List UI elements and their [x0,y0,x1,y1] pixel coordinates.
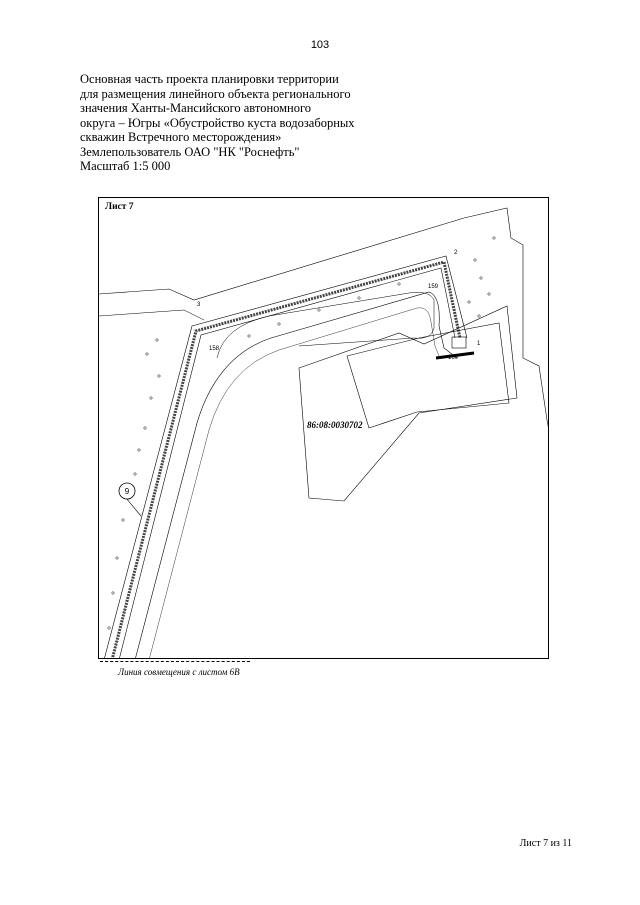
parallel-line [149,308,439,659]
header-line: Землепользователь ОАО "НК "Роснефть" [80,144,300,159]
map-sheet [98,197,549,659]
scale-line: Масштаб 1:5 000 [80,159,171,173]
road-corridor [112,262,460,659]
boundary-line [99,310,204,320]
callout-line [126,498,141,516]
match-line-caption: Линия совмещения с листом 6В [118,667,240,677]
callout-number: 9 [124,487,130,496]
road-outer [104,256,467,659]
project-header [80,72,380,174]
parcel-outline [299,306,517,501]
point-label-2: 2 [454,250,458,256]
sheet-counter: Лист 7 из 11 [519,838,572,849]
point-label-159: 159 [428,284,439,290]
header-line: значения Ханты-Мансийского автономного [80,101,312,115]
header-line: скважин Встречного месторождения» [80,130,282,144]
road-inner [119,268,455,659]
point-label-160: 160 [448,355,459,361]
page-number: 103 [310,39,330,51]
parallel-line [135,292,457,659]
header-line: Основная часть проекта планировки территории [80,72,339,86]
point-label-158: 158 [209,346,220,352]
header-line: округа – Югры «Обустройство куста водозаборных [80,115,355,130]
sheet-title: Лист 7 [105,202,134,212]
point-label-3: 3 [197,302,201,308]
land-boundary [99,208,549,436]
point-label-1: 1 [477,341,481,347]
header-line: для размещения линейного объекта регионального [80,86,351,101]
site-marker [452,337,466,348]
planning-map [99,198,549,659]
cadastral-number: 86:08:0030702 [307,420,363,430]
match-line [100,661,250,662]
parcel-inner [347,323,509,428]
